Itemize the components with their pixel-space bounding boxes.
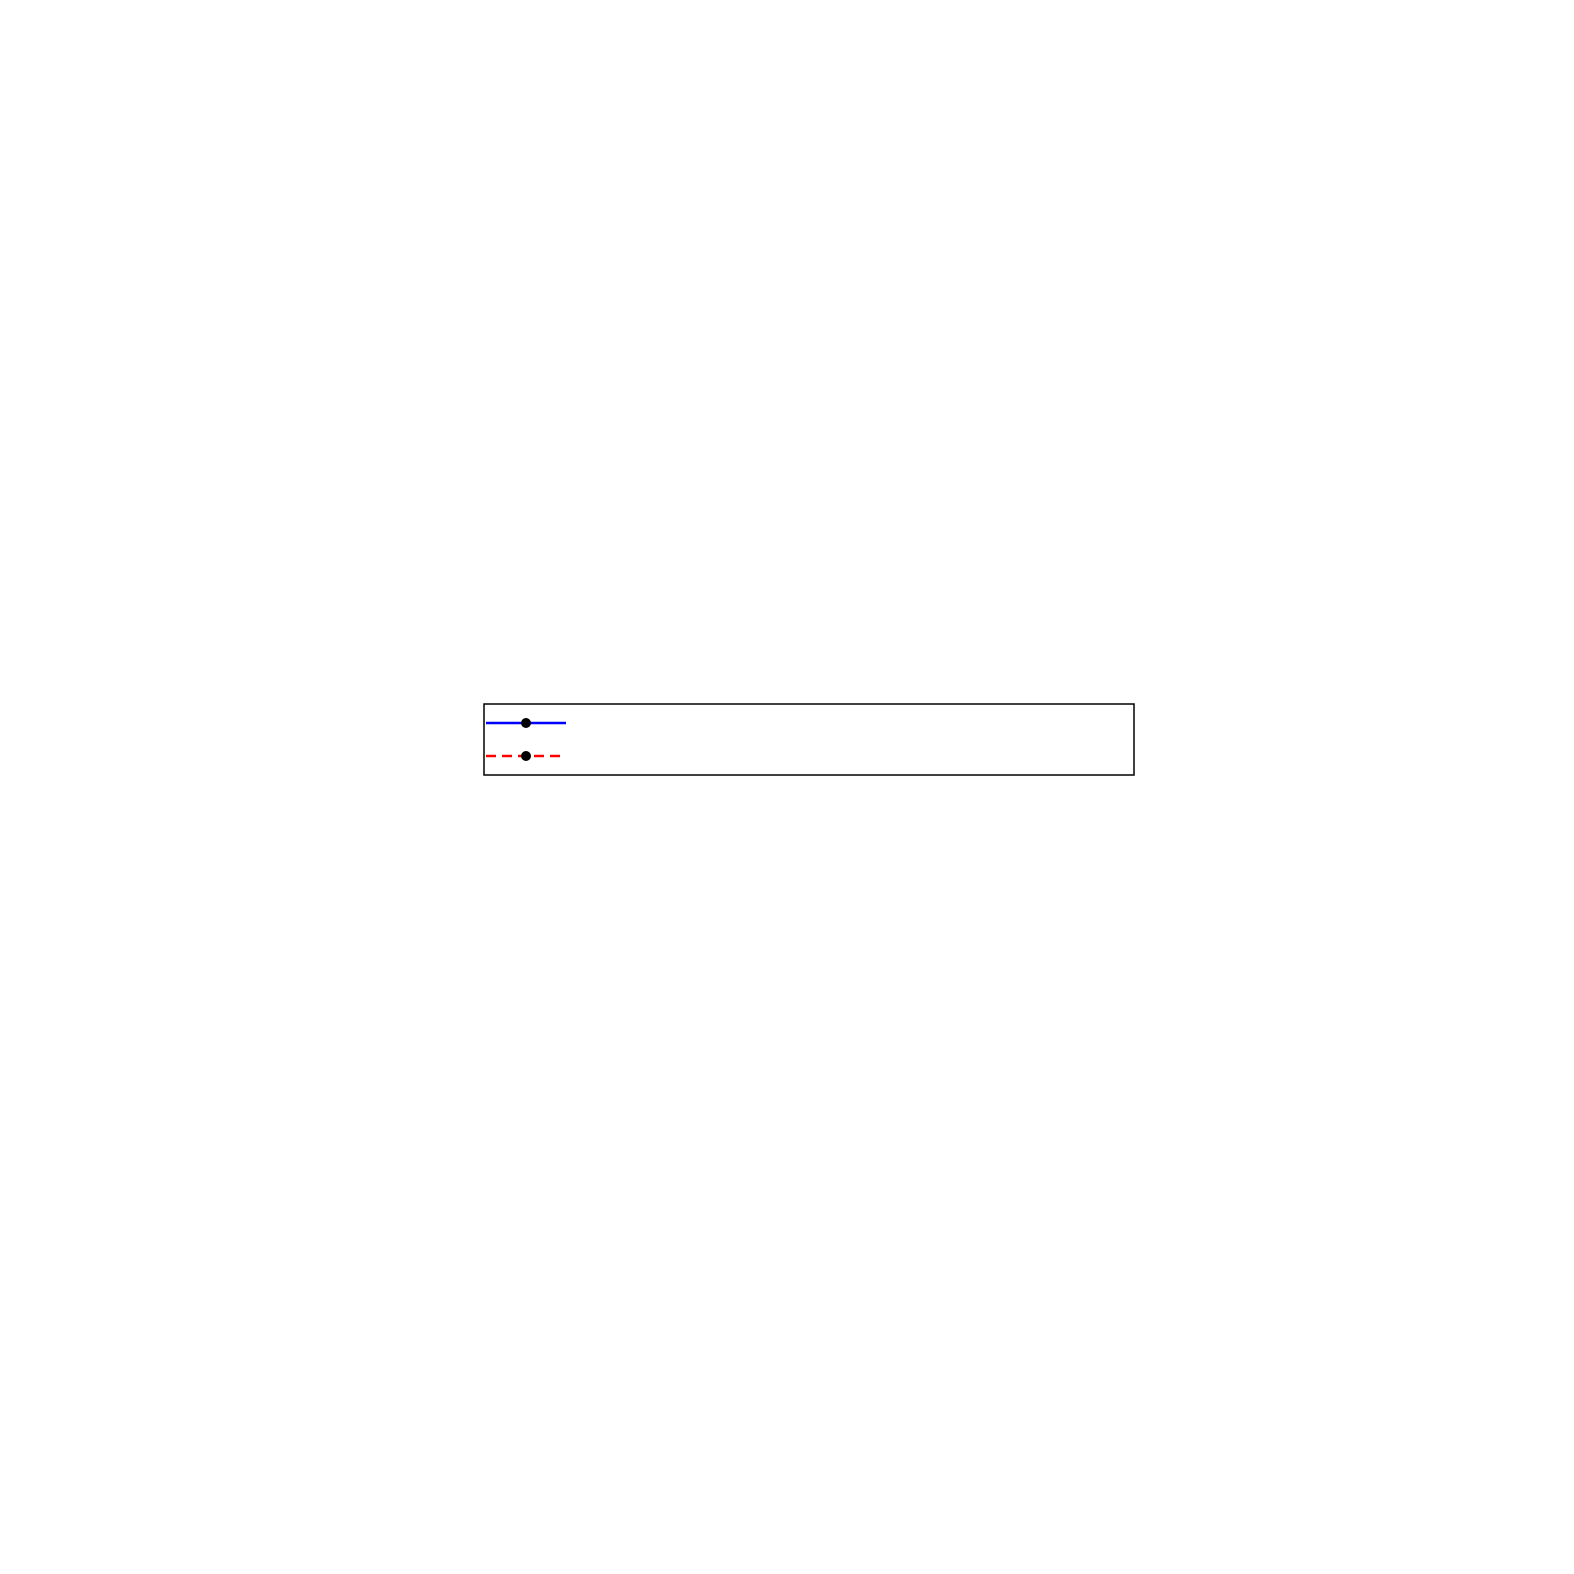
legend-marker-arm <box>521 718 531 728</box>
legend <box>484 704 1134 775</box>
legend-box <box>484 704 1134 775</box>
legend-entry-arm <box>486 718 566 728</box>
legend-entry-model <box>486 751 566 761</box>
legend-marker-model <box>521 751 531 761</box>
